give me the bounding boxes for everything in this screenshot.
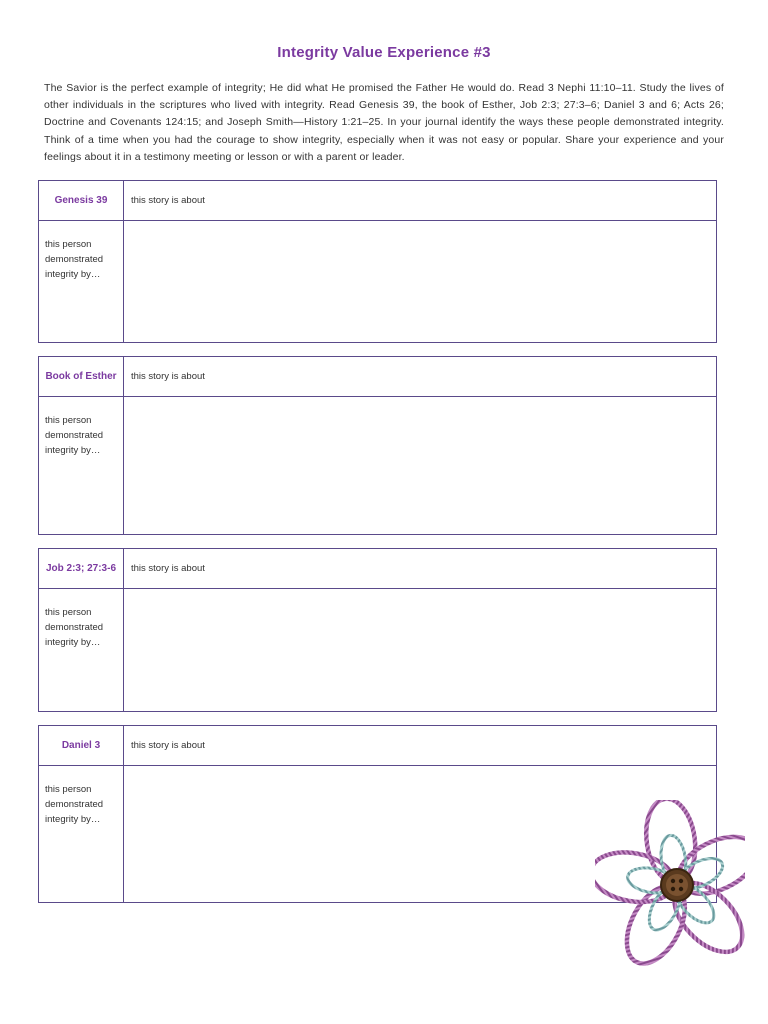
integrity-label: this person demonstrated integrity by… [39, 397, 124, 534]
story-about-field[interactable]: this story is about [131, 740, 205, 751]
card-header [39, 726, 716, 766]
scripture-reference: Daniel 3 [39, 726, 124, 765]
card-body [39, 589, 716, 711]
integrity-writing-area[interactable] [124, 397, 716, 534]
scripture-card-job [38, 548, 717, 712]
integrity-label: this person demonstrated integrity by… [39, 221, 124, 342]
scripture-reference: Book of Esther [39, 357, 124, 396]
card-header [39, 357, 716, 397]
card-header [39, 181, 716, 221]
scripture-card-esther [38, 356, 717, 535]
flower-button-icon [595, 800, 745, 970]
story-about-field[interactable]: this story is about [131, 371, 205, 382]
card-header [39, 549, 716, 589]
scripture-reference: Job 2:3; 27:3-6 [39, 549, 124, 588]
story-about-field[interactable]: this story is about [131, 195, 205, 206]
page-title: Integrity Value Experience #3 [277, 44, 491, 61]
story-about-field[interactable]: this story is about [131, 563, 205, 574]
integrity-writing-area[interactable] [124, 221, 716, 342]
instructions-paragraph: The Savior is the perfect example of integrity; He did what He promised the Father He would do. Read 3 Nephi 11:10–11. Study the lives of other individuals in the scriptures who lived with integrity. Read Genesis 39, the book of Esther, Job 2:3; 27:3–6; Daniel 3 and 6; Acts 26; Doctrine and Covenants 124:15; and Joseph Smith—History 1:21–25. In your journal identify the ways these people demonstrated integrity. Think of a time when you had the courage to show integrity, especially when it was not easy or popular. Share your experience and your feelings about it in a testimony meeting or lesson or with a parent or leader. [44, 82, 724, 163]
card-body [39, 221, 716, 342]
card-body [39, 397, 716, 534]
integrity-label: this person demonstrated integrity by… [39, 589, 124, 711]
scripture-card-genesis [38, 180, 717, 343]
scripture-reference: Genesis 39 [39, 181, 124, 220]
integrity-writing-area[interactable] [124, 589, 716, 711]
integrity-label: this person demonstrated integrity by… [39, 766, 124, 902]
